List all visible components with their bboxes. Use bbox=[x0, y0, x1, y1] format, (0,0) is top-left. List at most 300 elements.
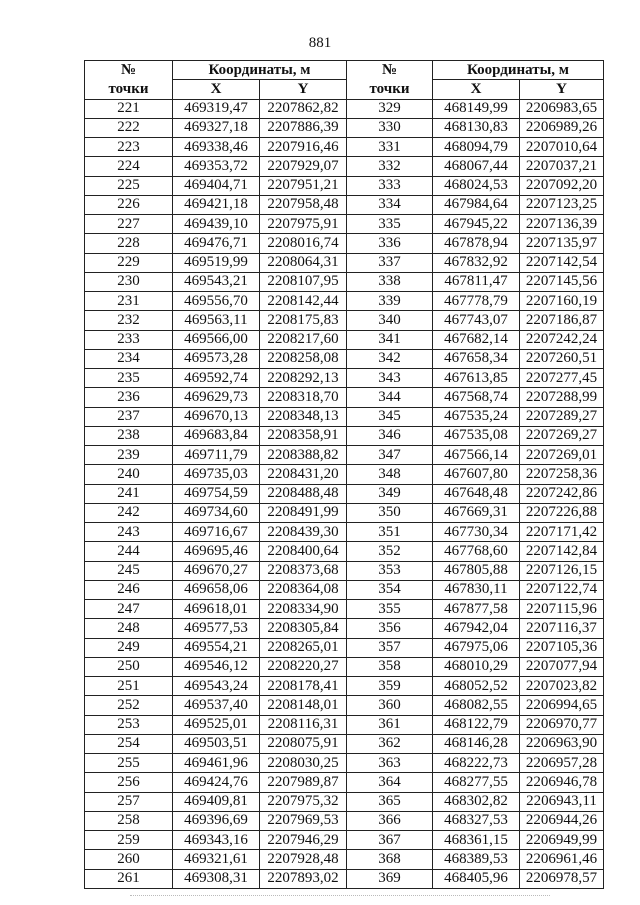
x-coordinate-cell: 467535,08 bbox=[433, 426, 520, 445]
y-coordinate-cell: 2207105,36 bbox=[520, 638, 604, 657]
point-number-cell: 254 bbox=[85, 734, 173, 753]
y-coordinate-cell: 2206963,90 bbox=[520, 734, 604, 753]
x-coordinate-cell: 469683,84 bbox=[173, 426, 260, 445]
point-number-cell: 350 bbox=[347, 503, 433, 522]
y-coordinate-cell: 2207142,84 bbox=[520, 542, 604, 561]
y-coordinate-cell: 2207023,82 bbox=[520, 677, 604, 696]
table-row bbox=[85, 638, 604, 657]
y-coordinate-cell: 2208265,01 bbox=[260, 638, 347, 657]
y-coordinate-cell: 2206989,26 bbox=[520, 118, 604, 137]
point-number-cell: 245 bbox=[85, 561, 173, 580]
y-coordinate-cell: 2208388,82 bbox=[260, 446, 347, 465]
y-coordinate-cell: 2206946,78 bbox=[520, 773, 604, 792]
table-row bbox=[85, 811, 604, 830]
x-coordinate-cell: 469319,47 bbox=[173, 99, 260, 118]
y-coordinate-cell: 2206949,99 bbox=[520, 831, 604, 850]
x-coordinate-cell: 469592,74 bbox=[173, 369, 260, 388]
table-row bbox=[85, 619, 604, 638]
x-coordinate-cell: 468327,53 bbox=[433, 811, 520, 830]
table-row bbox=[85, 195, 604, 214]
point-number-cell: 242 bbox=[85, 503, 173, 522]
x-coordinate-cell: 469543,21 bbox=[173, 272, 260, 291]
x-coordinate-cell: 468146,28 bbox=[433, 734, 520, 753]
table-row bbox=[85, 792, 604, 811]
x-coordinate-cell: 469503,51 bbox=[173, 734, 260, 753]
y-coordinate-cell: 2207946,29 bbox=[260, 831, 347, 850]
table-row bbox=[85, 600, 604, 619]
x-coordinate-cell: 469716,67 bbox=[173, 523, 260, 542]
table-row bbox=[85, 465, 604, 484]
x-coordinate-cell: 467648,48 bbox=[433, 484, 520, 503]
x-coordinate-cell: 467877,58 bbox=[433, 600, 520, 619]
x-coordinate-cell: 469525,01 bbox=[173, 715, 260, 734]
x-coordinate-cell: 467811,47 bbox=[433, 272, 520, 291]
point-number-cell: 329 bbox=[347, 99, 433, 118]
x-coordinate-cell: 469670,27 bbox=[173, 561, 260, 580]
point-number-cell: 345 bbox=[347, 407, 433, 426]
coordinates-header-left: Координаты, м bbox=[173, 61, 347, 80]
table-row bbox=[85, 157, 604, 176]
coordinates-table bbox=[84, 60, 604, 889]
point-number-cell: 257 bbox=[85, 792, 173, 811]
x-coordinate-cell: 469396,69 bbox=[173, 811, 260, 830]
y-coordinate-cell: 2208318,70 bbox=[260, 388, 347, 407]
table-row bbox=[85, 754, 604, 773]
x-coordinate-cell: 469754,59 bbox=[173, 484, 260, 503]
point-number-cell: 239 bbox=[85, 446, 173, 465]
point-number-cell: 243 bbox=[85, 523, 173, 542]
table-row bbox=[85, 138, 604, 157]
point-number-cell: 240 bbox=[85, 465, 173, 484]
table-row bbox=[85, 657, 604, 676]
point-number-cell: 229 bbox=[85, 253, 173, 272]
y-coordinate-cell: 2207269,01 bbox=[520, 446, 604, 465]
x-coordinate-cell: 468302,82 bbox=[433, 792, 520, 811]
x-coordinate-cell: 467743,07 bbox=[433, 311, 520, 330]
x-coordinate-cell: 467768,60 bbox=[433, 542, 520, 561]
table-row bbox=[85, 330, 604, 349]
x-coordinate-cell: 468082,55 bbox=[433, 696, 520, 715]
point-number-cell: 358 bbox=[347, 657, 433, 676]
y-coordinate-cell: 2207171,42 bbox=[520, 523, 604, 542]
point-number-cell: 363 bbox=[347, 754, 433, 773]
point-number-cell: 343 bbox=[347, 369, 433, 388]
x-coordinate-cell: 469618,01 bbox=[173, 600, 260, 619]
y-coordinate-cell: 2206957,28 bbox=[520, 754, 604, 773]
point-number-cell: 336 bbox=[347, 234, 433, 253]
x-coordinate-cell: 467975,06 bbox=[433, 638, 520, 657]
table-row bbox=[85, 542, 604, 561]
x-coordinate-cell: 467566,14 bbox=[433, 446, 520, 465]
x-coordinate-cell: 469695,46 bbox=[173, 542, 260, 561]
x-coordinate-cell: 468149,99 bbox=[433, 99, 520, 118]
point-number-header-right bbox=[347, 61, 433, 80]
point-number-cell: 332 bbox=[347, 157, 433, 176]
x-coordinate-cell: 468389,53 bbox=[433, 850, 520, 869]
x-coordinate-cell: 467658,34 bbox=[433, 349, 520, 368]
y-coordinate-cell: 2207260,51 bbox=[520, 349, 604, 368]
x-coordinate-cell: 467945,22 bbox=[433, 215, 520, 234]
table-row bbox=[85, 99, 604, 118]
point-number-cell: 256 bbox=[85, 773, 173, 792]
x-coordinate-cell: 469404,71 bbox=[173, 176, 260, 195]
y-coordinate-cell: 2207277,45 bbox=[520, 369, 604, 388]
x-coordinate-cell: 467778,79 bbox=[433, 292, 520, 311]
x-coordinate-cell: 468052,52 bbox=[433, 677, 520, 696]
point-number-cell: 368 bbox=[347, 850, 433, 869]
y-coordinate-cell: 2207037,21 bbox=[520, 157, 604, 176]
x-coordinate-cell: 469670,13 bbox=[173, 407, 260, 426]
y-coordinate-cell: 2207951,21 bbox=[260, 176, 347, 195]
point-number-cell: 359 bbox=[347, 677, 433, 696]
point-number-cell: 334 bbox=[347, 195, 433, 214]
y-coordinate-cell: 2207135,97 bbox=[520, 234, 604, 253]
point-number-cell: 337 bbox=[347, 253, 433, 272]
y-coordinate-cell: 2208364,08 bbox=[260, 580, 347, 599]
x-coordinate-cell: 469519,99 bbox=[173, 253, 260, 272]
y-coordinate-cell: 2207126,15 bbox=[520, 561, 604, 580]
point-number-cell: 230 bbox=[85, 272, 173, 291]
y-coordinate-cell: 2207269,27 bbox=[520, 426, 604, 445]
y-coordinate-cell: 2207242,86 bbox=[520, 484, 604, 503]
y-coordinate-cell: 2208334,90 bbox=[260, 600, 347, 619]
table-row bbox=[85, 446, 604, 465]
number-sign: № bbox=[381, 61, 398, 78]
table-body bbox=[85, 99, 604, 888]
point-number-cell: 260 bbox=[85, 850, 173, 869]
point-number-cell: 339 bbox=[347, 292, 433, 311]
point-number-cell: 244 bbox=[85, 542, 173, 561]
y-coordinate-cell: 2208016,74 bbox=[260, 234, 347, 253]
point-number-cell: 235 bbox=[85, 369, 173, 388]
table-row bbox=[85, 388, 604, 407]
point-number-cell: 238 bbox=[85, 426, 173, 445]
x-coordinate-cell: 469424,76 bbox=[173, 773, 260, 792]
y-coordinate-cell: 2208358,91 bbox=[260, 426, 347, 445]
point-number-cell: 250 bbox=[85, 657, 173, 676]
y-coordinate-cell: 2208075,91 bbox=[260, 734, 347, 753]
x-coordinate-cell: 469343,16 bbox=[173, 831, 260, 850]
point-number-cell: 223 bbox=[85, 138, 173, 157]
x-coordinate-cell: 468067,44 bbox=[433, 157, 520, 176]
x-coordinate-cell: 469577,53 bbox=[173, 619, 260, 638]
y-coordinate-cell: 2208107,95 bbox=[260, 272, 347, 291]
x-coordinate-cell: 469566,00 bbox=[173, 330, 260, 349]
y-header-left: Y bbox=[260, 80, 347, 99]
x-coordinate-cell: 469546,12 bbox=[173, 657, 260, 676]
x-coordinate-cell: 469735,03 bbox=[173, 465, 260, 484]
point-number-cell: 351 bbox=[347, 523, 433, 542]
point-number-cell: 253 bbox=[85, 715, 173, 734]
x-coordinate-cell: 468222,73 bbox=[433, 754, 520, 773]
table-row bbox=[85, 580, 604, 599]
scan-artifact-line bbox=[130, 895, 550, 896]
table-row bbox=[85, 484, 604, 503]
point-number-cell: 344 bbox=[347, 388, 433, 407]
point-number-cell: 361 bbox=[347, 715, 433, 734]
header-row-top bbox=[85, 61, 604, 80]
y-coordinate-cell: 2207975,32 bbox=[260, 792, 347, 811]
point-number-cell: 233 bbox=[85, 330, 173, 349]
x-coordinate-cell: 468405,96 bbox=[433, 869, 520, 888]
x-coordinate-cell: 468130,83 bbox=[433, 118, 520, 137]
x-coordinate-cell: 468024,53 bbox=[433, 176, 520, 195]
x-coordinate-cell: 469734,60 bbox=[173, 503, 260, 522]
x-coordinate-cell: 467730,34 bbox=[433, 523, 520, 542]
y-coordinate-cell: 2208220,27 bbox=[260, 657, 347, 676]
y-coordinate-cell: 2207893,02 bbox=[260, 869, 347, 888]
x-coordinate-cell: 469573,28 bbox=[173, 349, 260, 368]
y-coordinate-cell: 2207077,94 bbox=[520, 657, 604, 676]
point-number-cell: 365 bbox=[347, 792, 433, 811]
x-coordinate-cell: 469476,71 bbox=[173, 234, 260, 253]
x-coordinate-cell: 467682,14 bbox=[433, 330, 520, 349]
x-coordinate-cell: 467832,92 bbox=[433, 253, 520, 272]
y-coordinate-cell: 2208292,13 bbox=[260, 369, 347, 388]
y-coordinate-cell: 2207289,27 bbox=[520, 407, 604, 426]
point-number-cell: 228 bbox=[85, 234, 173, 253]
y-coordinate-cell: 2208030,25 bbox=[260, 754, 347, 773]
table-row bbox=[85, 215, 604, 234]
point-number-cell: 234 bbox=[85, 349, 173, 368]
y-coordinate-cell: 2206944,26 bbox=[520, 811, 604, 830]
point-number-cell: 367 bbox=[347, 831, 433, 850]
y-coordinate-cell: 2206943,11 bbox=[520, 792, 604, 811]
x-coordinate-cell: 468122,79 bbox=[433, 715, 520, 734]
number-sign: № bbox=[120, 61, 137, 78]
x-header-right: X bbox=[433, 80, 520, 99]
point-number-cell: 346 bbox=[347, 426, 433, 445]
y-coordinate-cell: 2208258,08 bbox=[260, 349, 347, 368]
y-coordinate-cell: 2208217,60 bbox=[260, 330, 347, 349]
table-row bbox=[85, 850, 604, 869]
x-coordinate-cell: 467613,85 bbox=[433, 369, 520, 388]
point-number-cell: 355 bbox=[347, 600, 433, 619]
x-coordinate-cell: 468361,15 bbox=[433, 831, 520, 850]
point-number-cell: 352 bbox=[347, 542, 433, 561]
point-number-cell: 236 bbox=[85, 388, 173, 407]
y-coordinate-cell: 2208491,99 bbox=[260, 503, 347, 522]
y-coordinate-cell: 2207145,56 bbox=[520, 272, 604, 291]
point-number-cell: 364 bbox=[347, 773, 433, 792]
x-coordinate-cell: 469327,18 bbox=[173, 118, 260, 137]
x-coordinate-cell: 469338,46 bbox=[173, 138, 260, 157]
x-coordinate-cell: 467984,64 bbox=[433, 195, 520, 214]
point-number-cell: 338 bbox=[347, 272, 433, 291]
y-coordinate-cell: 2208373,68 bbox=[260, 561, 347, 580]
x-coordinate-cell: 467878,94 bbox=[433, 234, 520, 253]
point-sublabel-right: точки bbox=[347, 80, 433, 99]
point-number-cell: 347 bbox=[347, 446, 433, 465]
point-number-cell: 354 bbox=[347, 580, 433, 599]
x-coordinate-cell: 469556,70 bbox=[173, 292, 260, 311]
point-number-cell: 353 bbox=[347, 561, 433, 580]
point-number-cell: 246 bbox=[85, 580, 173, 599]
point-number-cell: 252 bbox=[85, 696, 173, 715]
y-coordinate-cell: 2207989,87 bbox=[260, 773, 347, 792]
table-row bbox=[85, 677, 604, 696]
table-row bbox=[85, 369, 604, 388]
y-coordinate-cell: 2207242,24 bbox=[520, 330, 604, 349]
point-number-cell: 331 bbox=[347, 138, 433, 157]
x-coordinate-cell: 469421,18 bbox=[173, 195, 260, 214]
table-row bbox=[85, 426, 604, 445]
table-row bbox=[85, 311, 604, 330]
point-number-cell: 222 bbox=[85, 118, 173, 137]
point-number-cell: 342 bbox=[347, 349, 433, 368]
x-coordinate-cell: 469543,24 bbox=[173, 677, 260, 696]
y-coordinate-cell: 2208116,31 bbox=[260, 715, 347, 734]
y-coordinate-cell: 2207160,19 bbox=[520, 292, 604, 311]
y-coordinate-cell: 2207116,37 bbox=[520, 619, 604, 638]
point-number-cell: 232 bbox=[85, 311, 173, 330]
y-coordinate-cell: 2207226,88 bbox=[520, 503, 604, 522]
y-coordinate-cell: 2206970,77 bbox=[520, 715, 604, 734]
point-number-cell: 258 bbox=[85, 811, 173, 830]
x-coordinate-cell: 467535,24 bbox=[433, 407, 520, 426]
y-coordinate-cell: 2206994,65 bbox=[520, 696, 604, 715]
point-number-cell: 360 bbox=[347, 696, 433, 715]
table-row bbox=[85, 292, 604, 311]
point-number-cell: 349 bbox=[347, 484, 433, 503]
x-coordinate-cell: 469353,72 bbox=[173, 157, 260, 176]
point-number-cell: 356 bbox=[347, 619, 433, 638]
point-number-cell: 369 bbox=[347, 869, 433, 888]
table-row bbox=[85, 234, 604, 253]
x-coordinate-cell: 469629,73 bbox=[173, 388, 260, 407]
x-coordinate-cell: 469711,79 bbox=[173, 446, 260, 465]
y-coordinate-cell: 2208431,20 bbox=[260, 465, 347, 484]
y-coordinate-cell: 2206978,57 bbox=[520, 869, 604, 888]
y-coordinate-cell: 2207010,64 bbox=[520, 138, 604, 157]
table-row bbox=[85, 696, 604, 715]
page-number: 881 bbox=[308, 35, 332, 51]
y-coordinate-cell: 2208400,64 bbox=[260, 542, 347, 561]
y-coordinate-cell: 2207136,39 bbox=[520, 215, 604, 234]
point-number-cell: 348 bbox=[347, 465, 433, 484]
point-number-header-left bbox=[85, 61, 173, 80]
header-row-bottom bbox=[85, 80, 604, 99]
y-coordinate-cell: 2206983,65 bbox=[520, 99, 604, 118]
table-row bbox=[85, 349, 604, 368]
y-header-right: Y bbox=[520, 80, 604, 99]
y-coordinate-cell: 2207115,96 bbox=[520, 600, 604, 619]
x-header-left: X bbox=[173, 80, 260, 99]
y-coordinate-cell: 2207142,54 bbox=[520, 253, 604, 272]
point-number-cell: 224 bbox=[85, 157, 173, 176]
table-row bbox=[85, 407, 604, 426]
table-row bbox=[85, 869, 604, 888]
table-row bbox=[85, 773, 604, 792]
point-number-cell: 221 bbox=[85, 99, 173, 118]
point-number-cell: 231 bbox=[85, 292, 173, 311]
point-number-cell: 227 bbox=[85, 215, 173, 234]
x-coordinate-cell: 468094,79 bbox=[433, 138, 520, 157]
x-coordinate-cell: 467805,88 bbox=[433, 561, 520, 580]
y-coordinate-cell: 2208178,41 bbox=[260, 677, 347, 696]
x-coordinate-cell: 469563,11 bbox=[173, 311, 260, 330]
x-coordinate-cell: 469537,40 bbox=[173, 696, 260, 715]
coordinates-header-right: Координаты, м bbox=[433, 61, 604, 80]
point-number-cell: 362 bbox=[347, 734, 433, 753]
y-coordinate-cell: 2207929,07 bbox=[260, 157, 347, 176]
point-number-cell: 241 bbox=[85, 484, 173, 503]
y-coordinate-cell: 2207928,48 bbox=[260, 850, 347, 869]
x-coordinate-cell: 469409,81 bbox=[173, 792, 260, 811]
x-coordinate-cell: 469554,21 bbox=[173, 638, 260, 657]
point-number-cell: 247 bbox=[85, 600, 173, 619]
point-number-cell: 366 bbox=[347, 811, 433, 830]
y-coordinate-cell: 2208305,84 bbox=[260, 619, 347, 638]
x-coordinate-cell: 467942,04 bbox=[433, 619, 520, 638]
x-coordinate-cell: 467568,74 bbox=[433, 388, 520, 407]
table-row bbox=[85, 503, 604, 522]
x-coordinate-cell: 467830,11 bbox=[433, 580, 520, 599]
y-coordinate-cell: 2207969,53 bbox=[260, 811, 347, 830]
table-row bbox=[85, 253, 604, 272]
table-row bbox=[85, 715, 604, 734]
point-number-cell: 259 bbox=[85, 831, 173, 850]
y-coordinate-cell: 2207862,82 bbox=[260, 99, 347, 118]
point-number-cell: 330 bbox=[347, 118, 433, 137]
y-coordinate-cell: 2208142,44 bbox=[260, 292, 347, 311]
x-coordinate-cell: 468277,55 bbox=[433, 773, 520, 792]
y-coordinate-cell: 2206961,46 bbox=[520, 850, 604, 869]
point-number-cell: 333 bbox=[347, 176, 433, 195]
point-number-cell: 335 bbox=[347, 215, 433, 234]
y-coordinate-cell: 2207288,99 bbox=[520, 388, 604, 407]
point-number-cell: 248 bbox=[85, 619, 173, 638]
y-coordinate-cell: 2207958,48 bbox=[260, 195, 347, 214]
y-coordinate-cell: 2207123,25 bbox=[520, 195, 604, 214]
y-coordinate-cell: 2207258,36 bbox=[520, 465, 604, 484]
point-number-cell: 226 bbox=[85, 195, 173, 214]
point-number-cell: 251 bbox=[85, 677, 173, 696]
y-coordinate-cell: 2208064,31 bbox=[260, 253, 347, 272]
y-coordinate-cell: 2208348,13 bbox=[260, 407, 347, 426]
point-number-cell: 341 bbox=[347, 330, 433, 349]
point-sublabel-left: точки bbox=[85, 80, 173, 99]
point-number-cell: 237 bbox=[85, 407, 173, 426]
table-row bbox=[85, 118, 604, 137]
point-number-cell: 357 bbox=[347, 638, 433, 657]
table-row bbox=[85, 523, 604, 542]
y-coordinate-cell: 2208175,83 bbox=[260, 311, 347, 330]
x-coordinate-cell: 469439,10 bbox=[173, 215, 260, 234]
point-number-cell: 225 bbox=[85, 176, 173, 195]
x-coordinate-cell: 467669,31 bbox=[433, 503, 520, 522]
table-row bbox=[85, 272, 604, 291]
x-coordinate-cell: 469461,96 bbox=[173, 754, 260, 773]
y-coordinate-cell: 2207186,87 bbox=[520, 311, 604, 330]
table-row bbox=[85, 176, 604, 195]
point-number-cell: 261 bbox=[85, 869, 173, 888]
y-coordinate-cell: 2207122,74 bbox=[520, 580, 604, 599]
table-row bbox=[85, 734, 604, 753]
x-coordinate-cell: 467607,80 bbox=[433, 465, 520, 484]
table-row bbox=[85, 831, 604, 850]
y-coordinate-cell: 2208148,01 bbox=[260, 696, 347, 715]
x-coordinate-cell: 469658,06 bbox=[173, 580, 260, 599]
x-coordinate-cell: 469308,31 bbox=[173, 869, 260, 888]
y-coordinate-cell: 2208439,30 bbox=[260, 523, 347, 542]
table-row bbox=[85, 561, 604, 580]
y-coordinate-cell: 2207975,91 bbox=[260, 215, 347, 234]
y-coordinate-cell: 2208488,48 bbox=[260, 484, 347, 503]
x-coordinate-cell: 469321,61 bbox=[173, 850, 260, 869]
x-coordinate-cell: 468010,29 bbox=[433, 657, 520, 676]
point-number-cell: 340 bbox=[347, 311, 433, 330]
